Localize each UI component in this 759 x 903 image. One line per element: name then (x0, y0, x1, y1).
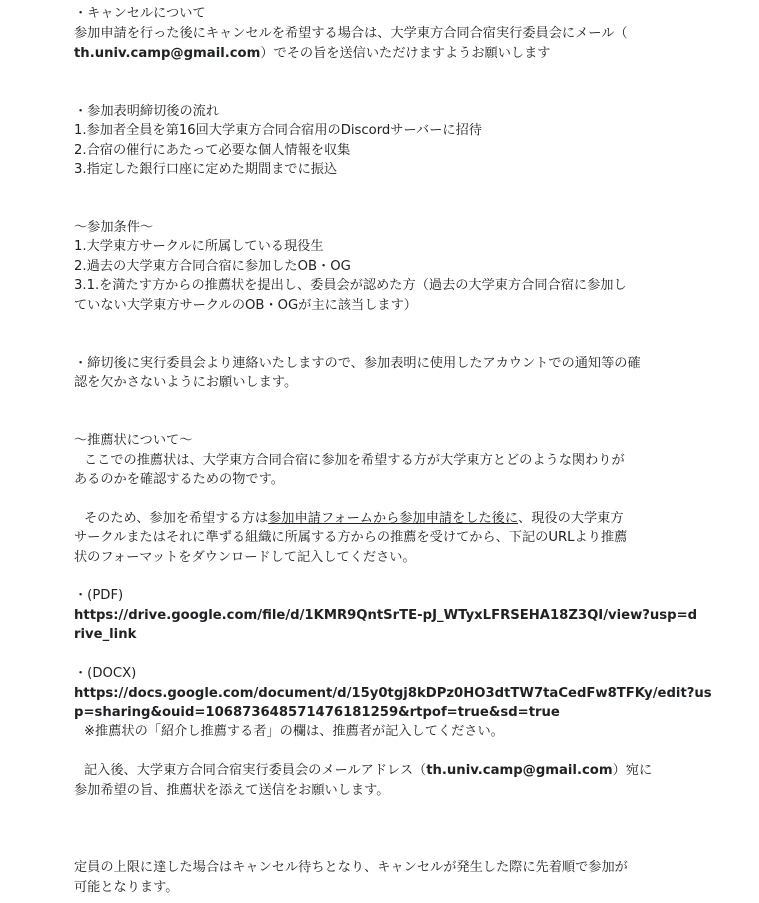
cancel-body-line-2 (74, 44, 551, 63)
pdf-label: ・(PDF) (74, 588, 124, 603)
notice-line-2: 認を欠かさないようにお願いします。 (74, 375, 298, 390)
docx-url-line-1[interactable]: https://docs.google.com/document/d/15y0tgj8kDPz0HO3dtTW7taCedFw8TFKy/edit?us (74, 686, 712, 701)
recommend-p2-line-3: 状のフォーマットをダウンロードして記入してください。 (74, 550, 416, 565)
conditions-item: 1.大学東方サークルに所属している現役生 (74, 239, 324, 254)
send-line-2: 参加希望の旨、推薦状を添えて送信をお願いします。 (74, 783, 390, 798)
pdf-url-line-1[interactable]: https://drive.google.com/file/d/1KMR9QntSrTE-pJ_WTyxLFRSEHA18Z3QI/view?usp=d (74, 608, 698, 623)
recommend-p1-line-2: あるのかを確認するための物です。 (74, 472, 284, 487)
flow-item: 2.合宿の催行にあたって必要な個人情報を収集 (74, 143, 351, 158)
recommend-p2-line-1 (74, 509, 624, 528)
recommend-p2-tail: 、現役の大学東方 (518, 511, 624, 526)
conditions-item: ていない大学東方サークルのOB・OGが主に該当します） (74, 298, 417, 313)
recommend-p2-lead: そのため、参加を希望する方は (84, 511, 269, 526)
send-tail: ）宛に (612, 763, 653, 778)
conditions-heading: 〜参加条件〜 (74, 220, 154, 235)
conditions-item: 2.過去の大学東方合同合宿に参加したOB・OG (74, 259, 351, 274)
capacity-line-1: 定員の上限に達した場合はキャンセル待ちとなり、キャンセルが発生した際に先着順で参加が (74, 860, 628, 875)
cancel-body-line-1: 参加申請を行った後にキャンセルを希望する場合は、大学東方合同合宿実行委員会にメール（ (74, 26, 628, 41)
capacity-line-2: 可能となります。 (74, 880, 179, 895)
recommend-p2-line-2: サークルまたはそれに準ずる組織に所属する方からの推薦を受けてから、下記のURLより推薦 (74, 530, 628, 545)
flow-item: 3.指定した銀行口座に定めた期間までに振込 (74, 162, 338, 177)
flow-item: 1.参加者全員を第16回大学東方合同合宿用のDiscordサーバーに招待 (74, 123, 482, 138)
conditions-item: 3.1.を満たす方からの推薦状を提出し、委員会が認めた方（過去の大学東方合同合宿に参加し (74, 278, 627, 293)
flow-heading: ・参加表明締切後の流れ (74, 104, 220, 119)
send-email: th.univ.camp@gmail.com (426, 763, 613, 778)
recommend-heading: 〜推薦状について〜 (74, 433, 193, 448)
pdf-url-line-2[interactable]: rive_link (74, 627, 137, 642)
send-lead: 記入後、大学東方合同合宿実行委員会のメールアドレス（ (84, 763, 427, 778)
recommend-p1-line-1: ここでの推薦状は、大学東方合同合宿に参加を希望する方が大学東方とどのような関わりが (84, 453, 625, 468)
application-form-link[interactable]: 参加申請フォームから参加申請をした後に (268, 511, 519, 526)
recommend-note: ※推薦状の「紹介し推薦する者」の欄は、推薦者が記入してください。 (84, 724, 504, 739)
docx-url-line-2[interactable]: p=sharing&ouid=106873648571476181259&rtpof=true&sd=true (74, 705, 560, 720)
notice-line-1: ・締切後に実行委員会より連絡いたしますので、参加表明に使用したアカウントでの通知等の確 (74, 356, 641, 371)
cancel-body-tail: ）でその旨を送信いただけますようお願いします (260, 46, 551, 61)
cancel-heading: ・キャンセルについて (74, 6, 206, 21)
docx-label: ・(DOCX) (74, 666, 137, 681)
send-line-1 (74, 761, 652, 780)
cancel-email: th.univ.camp@gmail.com (74, 46, 261, 61)
